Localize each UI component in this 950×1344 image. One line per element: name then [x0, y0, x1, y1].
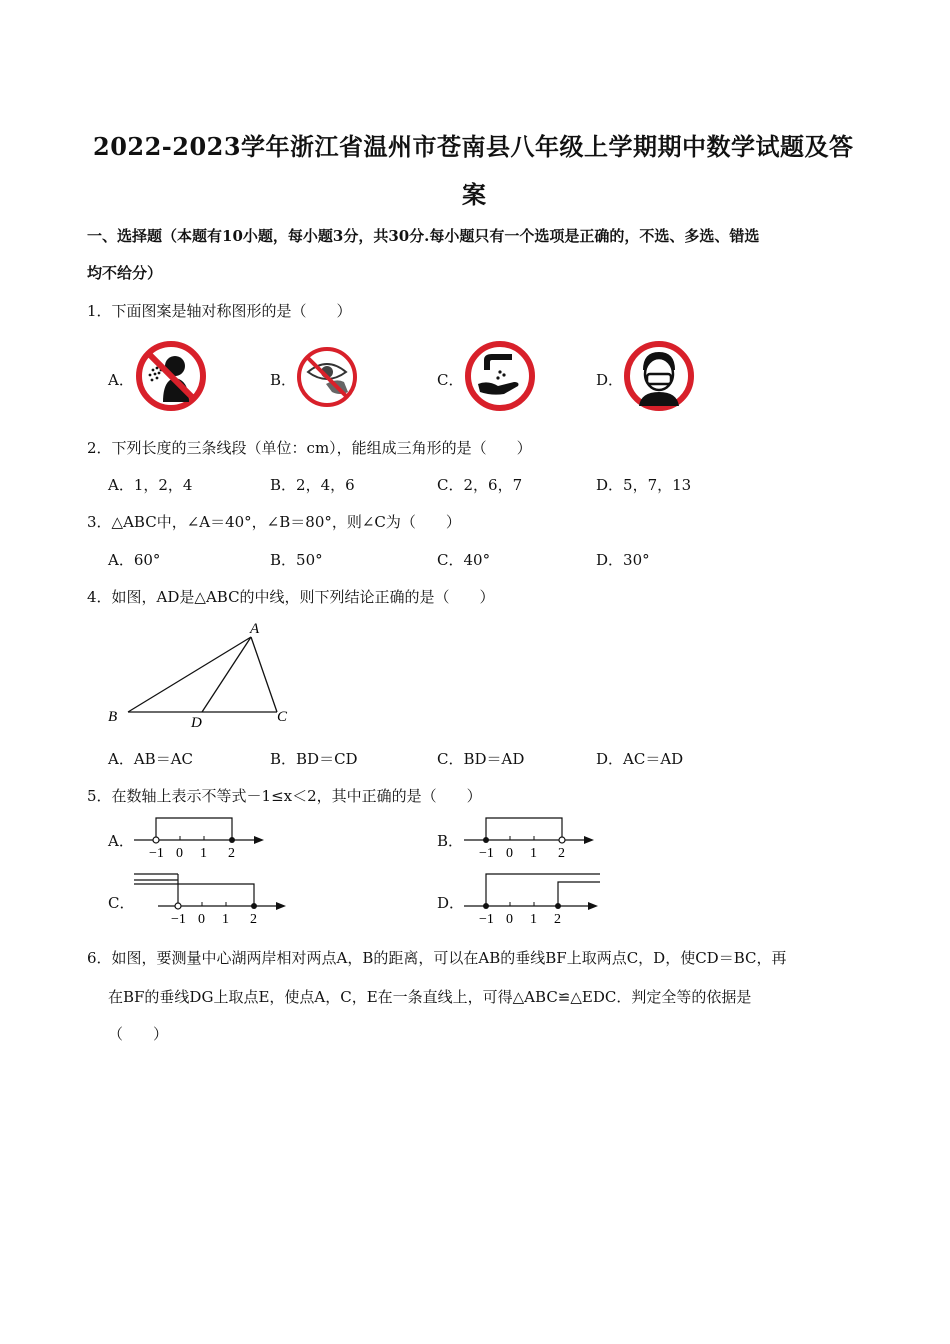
page-title: 2022-2023学年浙江省温州市苍南县八年级上学期期中数学试题及答 — [93, 132, 854, 161]
q1-option-a-label: A． — [108, 371, 134, 389]
svg-text:−1: −1 — [479, 912, 494, 927]
q5-option-a-label: A． — [108, 832, 134, 850]
triangle-figure — [100, 615, 300, 733]
vertex-label-d: D — [191, 715, 202, 731]
vertex-label-b: B — [108, 709, 118, 725]
q3-option-a: A．60° — [108, 551, 161, 569]
question-6-line-1: 6．如图，要测量中心湖两岸相对两点A，B的距离，可以在AB的垂线BF上取两点C，D，使CD＝BC，再 — [87, 949, 787, 967]
q2-option-d: D．5，7，13 — [596, 476, 692, 494]
q2-option-c: C．2，6，7 — [437, 476, 523, 494]
no-spraying-person-icon — [135, 340, 207, 412]
q5-option-d-label: D． — [437, 894, 465, 912]
no-eye-icon — [296, 346, 358, 408]
q1-option-c-label: C． — [437, 371, 464, 389]
svg-text:1: 1 — [530, 846, 537, 861]
question-5-stem: 5．在数轴上表示不等式－1≤x＜2，其中正确的是（ ） — [87, 787, 482, 805]
svg-text:−1: −1 — [149, 846, 164, 861]
svg-text:−1: −1 — [171, 912, 186, 927]
svg-text:0: 0 — [506, 912, 513, 927]
question-4-stem: 4．如图，AD是△ABC的中线，则下列结论正确的是（ ） — [87, 588, 495, 606]
svg-text:2: 2 — [250, 912, 257, 927]
question-2-stem: 2．下列长度的三条线段（单位：cm），能组成三角形的是（ ） — [87, 439, 532, 457]
svg-text:1: 1 — [222, 912, 229, 927]
section-heading-continued: 均不给分） — [87, 264, 163, 282]
q1-option-d-label: D． — [596, 371, 624, 389]
q1-option-b-label: B． — [270, 371, 297, 389]
q2-option-b: B．2，4，6 — [270, 476, 355, 494]
question-6-line-2: 在BF的垂线DG上取点E，使点A，C，E在一条直线上，可得△ABC≌△EDC．判定全等的依据是 — [108, 988, 752, 1006]
svg-text:2: 2 — [228, 846, 235, 861]
q2-option-a: A．1，2，4 — [108, 476, 193, 494]
svg-text:−1: −1 — [479, 846, 494, 861]
svg-text:0: 0 — [198, 912, 205, 927]
q3-option-b: B．50° — [270, 551, 323, 569]
q5-option-c-label: C． — [108, 894, 135, 912]
svg-text:0: 0 — [506, 846, 513, 861]
question-6-line-3: （ ） — [108, 1025, 169, 1043]
question-3-stem: 3．△ABC中，∠A＝40°，∠B＝80°，则∠C为（ ） — [87, 513, 461, 531]
q4-option-c: C．BD＝AD — [437, 750, 525, 768]
svg-text:1: 1 — [530, 912, 537, 927]
hand-wash-icon — [464, 340, 536, 412]
vertex-label-c: C — [277, 709, 288, 725]
svg-text:1: 1 — [200, 846, 207, 861]
q3-option-c: C．40° — [437, 551, 491, 569]
q5-option-b-label: B． — [437, 832, 464, 850]
face-mask-icon — [623, 340, 695, 412]
q4-option-d: D．AC＝AD — [596, 750, 684, 768]
svg-text:0: 0 — [176, 846, 183, 861]
vertex-label-a: A — [250, 621, 260, 637]
q4-option-a: A．AB＝AC — [108, 750, 193, 768]
number-line-d — [460, 870, 610, 926]
svg-text:2: 2 — [558, 846, 565, 861]
number-line-c — [130, 870, 290, 926]
number-line-b — [460, 812, 600, 862]
q4-option-b: B．BD＝CD — [270, 750, 358, 768]
number-line-a — [130, 812, 270, 862]
q3-option-d: D．30° — [596, 551, 650, 569]
svg-text:2: 2 — [554, 912, 561, 927]
question-1-stem: 1．下面图案是轴对称图形的是（ ） — [87, 302, 352, 320]
page-title-continued: 案 — [462, 180, 487, 209]
section-heading: 一、选择题（本题有10小题，每小题3分，共30分.每小题只有一个选项是正确的，不选、多选、错选 — [87, 227, 760, 245]
